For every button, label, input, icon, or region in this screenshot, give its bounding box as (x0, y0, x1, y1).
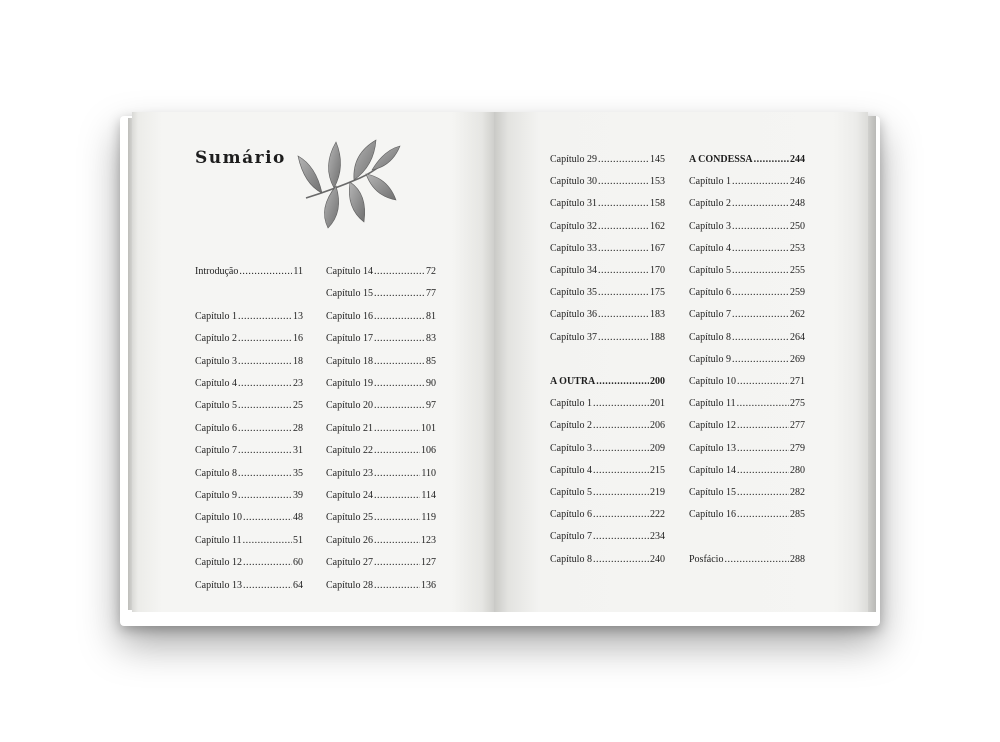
toc-entry-label: Capítulo 27 (326, 557, 373, 569)
toc-leader-dots (374, 377, 425, 391)
toc-entry (550, 220, 665, 234)
toc-entry-label: Capítulo 21 (326, 422, 373, 434)
toc-entry (195, 467, 303, 481)
toc-leader-dots (374, 579, 420, 593)
toc-leader-dots (374, 444, 420, 458)
toc-leader-dots (238, 399, 292, 413)
toc-entry-label: Capítulo 7 (550, 531, 592, 543)
toc-entry (550, 308, 665, 322)
toc-entry (550, 419, 665, 433)
toc-leader-dots (243, 534, 292, 548)
toc-entry-label: Capítulo 5 (550, 487, 592, 498)
toc-entry (550, 153, 665, 167)
toc-entry-page-number: 167 (650, 242, 665, 254)
toc-part-heading (689, 153, 805, 167)
toc-leader-dots (593, 530, 649, 544)
toc-leader-dots (732, 197, 789, 211)
toc-entry-label: Capítulo 36 (550, 309, 597, 321)
toc-leader-dots (238, 355, 292, 369)
toc-entry-page-number: 85 (426, 355, 436, 367)
toc-entry-label: Capítulo 6 (550, 509, 592, 521)
toc-entry-page-number: 277 (790, 420, 805, 432)
toc-entry-page-number: 145 (650, 154, 665, 165)
toc-leader-dots (737, 464, 789, 478)
toc-column-right-a (550, 153, 665, 573)
toc-leader-dots (732, 331, 789, 345)
toc-entry (550, 175, 665, 189)
toc-entry-page-number: 201 (650, 398, 665, 410)
toc-entry (550, 464, 665, 478)
toc-entry (326, 444, 436, 458)
toc-entry-label: Capítulo 15 (326, 288, 373, 300)
toc-leader-dots (724, 553, 789, 567)
toc-entry-label: Capítulo 3 (689, 220, 731, 232)
toc-entry-label: Capítulo 12 (689, 420, 736, 432)
toc-entry-page-number: 188 (650, 331, 665, 343)
toc-entry-label: Capítulo 16 (689, 509, 736, 521)
toc-entry-page-number: 288 (790, 553, 805, 565)
toc-entry-page-number: 240 (650, 553, 665, 565)
toc-entry-page-number: 206 (650, 420, 665, 432)
toc-entry-page-number: 264 (790, 331, 805, 343)
toc-entry (689, 197, 805, 211)
toc-entry-label: Capítulo 2 (550, 420, 592, 432)
toc-entry (550, 264, 665, 278)
toc-entry-page-number: 90 (426, 378, 436, 389)
toc-entry (689, 508, 805, 522)
toc-leader-dots (238, 489, 292, 503)
toc-entry-label: Capítulo 10 (195, 512, 242, 524)
toc-entry-page-number: 219 (650, 487, 665, 498)
toc-entry (326, 467, 436, 481)
toc-entry-label: Capítulo 22 (326, 445, 373, 457)
toc-entry-label: Capítulo 28 (326, 579, 373, 591)
toc-entry (550, 286, 665, 300)
toc-entry (689, 464, 805, 478)
toc-entry-page-number: 162 (650, 220, 665, 232)
toc-entry-page-number: 123 (421, 534, 436, 546)
toc-entry (195, 556, 303, 570)
toc-entry (689, 353, 805, 367)
toc-entry-label: Capítulo 10 (689, 376, 736, 387)
toc-entry-page-number: 234 (650, 531, 665, 543)
toc-leader-dots (238, 377, 292, 391)
toc-leader-dots (374, 287, 425, 301)
toc-entry (550, 442, 665, 456)
toc-entry-page-number: 200 (650, 376, 665, 387)
toc-entry-label: Capítulo 15 (689, 487, 736, 498)
toc-leader-dots (374, 355, 425, 369)
toc-entry-label: A CONDESSA (689, 154, 753, 165)
toc-entry-label: Capítulo 13 (689, 442, 736, 454)
toc-entry-page-number: 183 (650, 309, 665, 321)
toc-entry-page-number: 13 (293, 310, 303, 322)
toc-entry-page-number: 119 (421, 512, 436, 524)
toc-entry-label: Capítulo 14 (689, 464, 736, 476)
toc-entry-label: Capítulo 4 (195, 378, 237, 389)
toc-entry (195, 332, 303, 346)
toc-entry-label: A OUTRA (550, 376, 596, 387)
toc-entry-page-number: 253 (790, 242, 805, 254)
toc-entry (689, 375, 805, 389)
toc-entry-label: Capítulo 1 (689, 176, 731, 188)
toc-entry-page-number: 18 (293, 355, 303, 367)
toc-entry-page-number: 285 (790, 509, 805, 521)
toc-entry-page-number: 48 (293, 512, 303, 524)
toc-entry (195, 489, 303, 503)
toc-entry-label: Introdução (195, 266, 239, 277)
toc-entry-label: Capítulo 37 (550, 331, 597, 343)
toc-leader-dots (374, 399, 425, 413)
toc-leader-dots (593, 486, 649, 500)
toc-entry-label: Capítulo 20 (326, 400, 373, 412)
toc-entry (326, 287, 436, 301)
toc-entry-label: Capítulo 25 (326, 512, 373, 524)
toc-entry-page-number: 259 (790, 287, 805, 299)
toc-leader-dots (732, 264, 789, 278)
toc-entry-page-number: 35 (293, 467, 303, 479)
toc-entry (326, 355, 436, 369)
toc-entry (326, 489, 436, 503)
toc-entry (689, 397, 805, 411)
toc-leader-dots (593, 464, 649, 478)
toc-leader-dots (374, 332, 425, 346)
toc-entry-page-number: 16 (293, 333, 303, 345)
toc-entry (689, 242, 805, 256)
toc-entry-page-number: 158 (650, 198, 665, 210)
toc-entry (689, 486, 805, 500)
toc-entry (689, 286, 805, 300)
toc-entry-page-number: 60 (293, 557, 303, 569)
toc-entry-page-number: 127 (421, 557, 436, 569)
toc-leader-dots (238, 332, 292, 346)
toc-entry-page-number: 110 (421, 467, 436, 479)
toc-entry (195, 355, 303, 369)
toc-entry (689, 175, 805, 189)
toc-entry-page-number: 81 (426, 310, 436, 322)
toc-leader-dots (238, 467, 292, 481)
toc-entry (550, 486, 665, 500)
toc-leader-dots (732, 286, 789, 300)
toc-entry (195, 444, 303, 458)
toc-entry (326, 310, 436, 324)
toc-entry (689, 553, 805, 567)
toc-entry-label: Capítulo 9 (195, 490, 237, 501)
toc-entry (689, 442, 805, 456)
toc-entry-page-number: 31 (293, 445, 303, 457)
toc-leader-dots (737, 442, 789, 456)
toc-entry-page-number: 11 (293, 266, 303, 277)
toc-leader-dots (238, 444, 292, 458)
toc-entry-page-number: 51 (293, 534, 303, 546)
toc-leader-dots (598, 242, 649, 256)
toc-entry-page-number: 248 (790, 198, 805, 210)
toc-entry-label: Capítulo 34 (550, 265, 597, 276)
toc-entry-label: Capítulo 11 (195, 534, 242, 546)
toc-leader-dots (374, 310, 425, 324)
toc-leader-dots (598, 264, 649, 278)
toc-entry-page-number: 255 (790, 265, 805, 276)
toc-entry-label: Capítulo 1 (550, 398, 592, 410)
toc-entry-page-number: 244 (790, 154, 805, 165)
toc-entry-page-number: 275 (790, 398, 805, 410)
toc-leader-dots (598, 197, 649, 211)
toc-entry-label: Capítulo 5 (689, 265, 731, 276)
toc-entry-label: Capítulo 8 (689, 331, 731, 343)
toc-entry (195, 377, 303, 391)
toc-entry-page-number: 246 (790, 176, 805, 188)
toc-leader-dots (374, 489, 420, 503)
toc-leader-dots (374, 422, 420, 436)
toc-leader-dots (374, 556, 420, 570)
toc-entry (550, 197, 665, 211)
toc-entry (195, 310, 303, 324)
toc-leader-dots (598, 331, 649, 345)
toc-entry (326, 399, 436, 413)
toc-leader-dots (598, 220, 649, 234)
toc-entry (326, 534, 436, 548)
toc-entry (326, 511, 436, 525)
toc-leader-dots (243, 511, 292, 525)
toc-entry-page-number: 282 (790, 487, 805, 498)
toc-entry-label: Capítulo 31 (550, 198, 597, 210)
toc-entry (195, 579, 303, 593)
toc-leader-dots (732, 242, 789, 256)
toc-leader-dots (238, 310, 292, 324)
toc-entry (195, 534, 303, 548)
toc-leader-dots (598, 175, 649, 189)
toc-entry (689, 220, 805, 234)
toc-column-right-b (689, 153, 805, 573)
toc-entry-label: Capítulo 2 (689, 198, 731, 210)
toc-entry-label: Capítulo 13 (195, 579, 242, 591)
toc-entry (689, 308, 805, 322)
leaf-illustration-icon (292, 136, 404, 232)
toc-entry-page-number: 175 (650, 287, 665, 299)
toc-leader-dots (737, 419, 789, 433)
toc-entry-page-number: 83 (426, 333, 436, 345)
toc-entry-label: Capítulo 2 (195, 333, 237, 345)
toc-entry (326, 377, 436, 391)
toc-entry-label: Capítulo 9 (689, 353, 731, 365)
toc-leader-dots (243, 579, 292, 593)
toc-entry-label: Capítulo 7 (689, 309, 731, 321)
toc-entry (326, 579, 436, 593)
toc-leader-dots (238, 422, 292, 436)
toc-leader-dots (737, 486, 789, 500)
toc-entry-label: Capítulo 11 (689, 398, 736, 410)
toc-entry-page-number: 28 (293, 422, 303, 434)
toc-entry (689, 264, 805, 278)
toc-entry-label: Capítulo 3 (550, 442, 592, 454)
toc-entry-page-number: 209 (650, 442, 665, 454)
toc-leader-dots (754, 153, 789, 167)
toc-entry-label: Capítulo 18 (326, 355, 373, 367)
toc-leader-dots (732, 308, 789, 322)
toc-column-left-a (195, 265, 303, 595)
toc-entry (195, 265, 303, 279)
toc-entry-page-number: 23 (293, 378, 303, 389)
toc-entry-label: Capítulo 4 (550, 464, 592, 476)
toc-leader-dots (593, 508, 649, 522)
toc-entry-label: Capítulo 17 (326, 333, 373, 345)
toc-leader-dots (737, 375, 789, 389)
toc-entry-label: Capítulo 5 (195, 400, 237, 412)
toc-leader-dots (737, 397, 789, 411)
toc-entry-label: Capítulo 30 (550, 176, 597, 188)
toc-entry-label: Capítulo 35 (550, 287, 597, 299)
toc-entry-page-number: 153 (650, 176, 665, 188)
toc-entry (550, 553, 665, 567)
toc-entry (195, 422, 303, 436)
toc-leader-dots (593, 442, 649, 456)
toc-entry-page-number: 269 (790, 353, 805, 365)
toc-leader-dots (598, 308, 649, 322)
toc-leader-dots (593, 397, 649, 411)
toc-leader-dots (239, 265, 292, 279)
toc-entry-page-number: 97 (426, 400, 436, 412)
toc-entry-label: Capítulo 12 (195, 557, 242, 569)
toc-entry-label: Capítulo 32 (550, 220, 597, 232)
toc-leader-dots (598, 153, 649, 167)
toc-entry (550, 508, 665, 522)
toc-entry-label: Capítulo 7 (195, 445, 237, 457)
toc-entry-page-number: 77 (426, 288, 436, 300)
toc-entry-page-number: 250 (790, 220, 805, 232)
toc-leader-dots (596, 375, 649, 389)
toc-entry-label: Capítulo 3 (195, 355, 237, 367)
page-title: Sumário (195, 148, 286, 168)
toc-entry (326, 556, 436, 570)
toc-entry-page-number: 72 (426, 266, 436, 277)
toc-entry (550, 331, 665, 345)
toc-leader-dots (374, 534, 420, 548)
toc-leader-dots (732, 220, 789, 234)
toc-entry-page-number: 279 (790, 442, 805, 454)
toc-entry-label: Capítulo 6 (689, 287, 731, 299)
toc-entry-page-number: 136 (421, 579, 436, 591)
toc-leader-dots (598, 286, 649, 300)
toc-entry-label: Capítulo 14 (326, 266, 373, 277)
toc-entry-label: Capítulo 19 (326, 378, 373, 389)
toc-entry-label: Capítulo 33 (550, 242, 597, 254)
toc-entry-label: Posfácio (689, 553, 724, 565)
toc-leader-dots (732, 353, 789, 367)
toc-entry-label: Capítulo 6 (195, 422, 237, 434)
toc-entry-page-number: 25 (293, 400, 303, 412)
toc-entry (689, 419, 805, 433)
toc-leader-dots (243, 556, 292, 570)
toc-entry-label: Capítulo 8 (550, 553, 592, 565)
toc-entry-page-number: 170 (650, 265, 665, 276)
toc-entry-label: Capítulo 24 (326, 490, 373, 501)
toc-leader-dots (374, 467, 420, 481)
toc-entry-label: Capítulo 23 (326, 467, 373, 479)
toc-entry-page-number: 222 (650, 509, 665, 521)
toc-column-left-b (326, 265, 436, 595)
toc-entry-label: Capítulo 4 (689, 242, 731, 254)
toc-entry-page-number: 280 (790, 464, 805, 476)
toc-entry (550, 530, 665, 544)
toc-entry-page-number: 101 (421, 422, 436, 434)
toc-entry-label: Capítulo 26 (326, 534, 373, 546)
toc-entry-page-number: 106 (421, 445, 436, 457)
toc-entry-page-number: 262 (790, 309, 805, 321)
toc-entry-page-number: 39 (293, 490, 303, 501)
toc-entry (326, 422, 436, 436)
toc-leader-dots (732, 175, 789, 189)
toc-entry (550, 242, 665, 256)
toc-entry (195, 511, 303, 525)
toc-entry-page-number: 114 (421, 490, 436, 501)
toc-leader-dots (374, 265, 425, 279)
toc-entry (689, 331, 805, 345)
toc-entry-page-number: 271 (790, 376, 805, 387)
toc-entry-label: Capítulo 29 (550, 154, 597, 165)
toc-entry-page-number: 64 (293, 579, 303, 591)
toc-entry-page-number: 215 (650, 464, 665, 476)
toc-leader-dots (374, 511, 420, 525)
toc-part-heading (550, 375, 665, 389)
toc-leader-dots (737, 508, 789, 522)
toc-leader-dots (593, 553, 649, 567)
toc-leader-dots (593, 419, 649, 433)
toc-entry-label: Capítulo 1 (195, 310, 237, 322)
toc-entry (550, 397, 665, 411)
toc-entry (326, 332, 436, 346)
toc-entry (195, 399, 303, 413)
toc-entry-label: Capítulo 16 (326, 310, 373, 322)
toc-entry (326, 265, 436, 279)
toc-entry-label: Capítulo 8 (195, 467, 237, 479)
